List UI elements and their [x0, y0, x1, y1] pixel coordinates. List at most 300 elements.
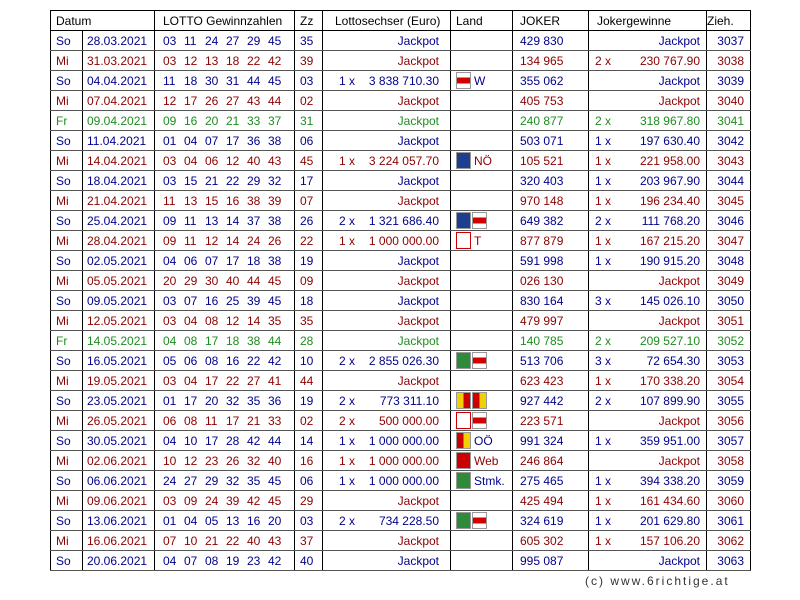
joker-winner-count: 2 x — [595, 214, 612, 228]
lotto-number: 04 — [163, 253, 177, 268]
draw-number: 3057 — [707, 431, 751, 451]
lotto-number: 37 — [247, 213, 261, 228]
lotto-number: 04 — [184, 153, 198, 168]
lotto-number: 20 — [163, 273, 177, 288]
jokergewinne — [589, 71, 707, 91]
weekday: Mi — [51, 91, 83, 111]
land — [451, 171, 513, 191]
lotto-number: 26 — [205, 93, 219, 108]
prize-amount: 1 000 000.00 — [368, 234, 439, 248]
draw-date: 14.04.2021 — [83, 151, 155, 171]
land — [451, 191, 513, 211]
lotto-number: 08 — [184, 333, 198, 348]
jokergewinne — [589, 131, 707, 151]
prize-amount: 2 855 026.30 — [368, 354, 439, 368]
lotto-number: 45 — [268, 473, 282, 488]
weekday: Mi — [51, 191, 83, 211]
lotto-number: 24 — [247, 233, 261, 248]
draw-date: 26.05.2021 — [83, 411, 155, 431]
draw-date: 21.04.2021 — [83, 191, 155, 211]
jokergewinne — [589, 311, 707, 331]
state-flag-icon — [456, 352, 471, 369]
winner-count: 2 x — [339, 354, 356, 368]
lotto-number: 06 — [205, 153, 219, 168]
lotto-number: 38 — [268, 213, 282, 228]
lotto-number: 35 — [247, 393, 261, 408]
joker-number: 324 619 — [513, 511, 589, 531]
lottosechser — [323, 251, 451, 271]
weekday: So — [51, 431, 83, 451]
joker-number: 877 879 — [513, 231, 589, 251]
bonus-number: 02 — [295, 411, 323, 431]
draw-number: 3054 — [707, 371, 751, 391]
lotto-number: 04 — [184, 133, 198, 148]
prize-amount: Jackpot — [397, 34, 439, 48]
lottosechser — [323, 471, 451, 491]
joker-number: 275 465 — [513, 471, 589, 491]
lotto-number: 23 — [205, 453, 219, 468]
lotto-number: 42 — [268, 53, 282, 68]
lotto-number: 24 — [163, 473, 177, 488]
draw-number: 3055 — [707, 391, 751, 411]
lotto-number: 13 — [205, 213, 219, 228]
lotto-number: 44 — [268, 433, 282, 448]
jokergewinne — [589, 91, 707, 111]
joker-number: 649 382 — [513, 211, 589, 231]
joker-number: 927 442 — [513, 391, 589, 411]
bonus-number: 39 — [295, 51, 323, 71]
draw-date: 04.04.2021 — [83, 71, 155, 91]
draw-date: 18.04.2021 — [83, 171, 155, 191]
jokergewinne — [589, 31, 707, 51]
lotto-number: 27 — [247, 373, 261, 388]
lottosechser — [323, 211, 451, 231]
winner-count: 2 x — [339, 394, 356, 408]
state-flag-icon — [472, 512, 487, 529]
jokergewinne — [589, 471, 707, 491]
lotto-number: 26 — [268, 233, 282, 248]
lotto-number: 09 — [184, 493, 198, 508]
land — [451, 291, 513, 311]
lotto-number: 07 — [184, 293, 198, 308]
lotto-number: 43 — [268, 153, 282, 168]
state-flag-icon — [456, 232, 471, 249]
joker-prize-amount: Jackpot — [658, 554, 700, 568]
joker-number: 105 521 — [513, 151, 589, 171]
table-row — [51, 411, 751, 431]
jokergewinne — [589, 551, 707, 571]
draw-date: 09.04.2021 — [83, 111, 155, 131]
header-zieh: Zieh. — [707, 11, 751, 31]
lotto-number: 44 — [268, 93, 282, 108]
lotto-number: 25 — [226, 293, 240, 308]
joker-prize-amount: 230 767.90 — [639, 54, 700, 68]
draw-date: 19.05.2021 — [83, 371, 155, 391]
results-body — [51, 31, 751, 571]
draw-number: 3060 — [707, 491, 751, 511]
prize-amount: Jackpot — [397, 334, 439, 348]
winning-numbers — [155, 351, 295, 371]
winning-numbers — [155, 231, 295, 251]
lotto-number: 01 — [163, 133, 177, 148]
winning-numbers — [155, 51, 295, 71]
table-row — [51, 491, 751, 511]
joker-winner-count: 1 x — [595, 134, 612, 148]
joker-winner-count: 1 x — [595, 534, 612, 548]
lotto-number: 18 — [247, 253, 261, 268]
table-row — [51, 431, 751, 451]
land — [451, 91, 513, 111]
draw-number: 3040 — [707, 91, 751, 111]
lottosechser — [323, 551, 451, 571]
header-jokergewinne: Jokergewinne — [589, 11, 707, 31]
joker-prize-amount: 107 899.90 — [639, 394, 700, 408]
joker-number: 513 706 — [513, 351, 589, 371]
joker-prize-amount: 157 106.20 — [639, 534, 700, 548]
land — [451, 151, 513, 171]
state-flag-icon — [456, 212, 471, 229]
draw-number: 3050 — [707, 291, 751, 311]
land — [451, 211, 513, 231]
table-row — [51, 531, 751, 551]
winner-count: 1 x — [339, 234, 356, 248]
lotto-number: 38 — [268, 133, 282, 148]
winning-numbers — [155, 471, 295, 491]
lotto-number: 03 — [163, 373, 177, 388]
draw-number: 3049 — [707, 271, 751, 291]
bonus-number: 17 — [295, 171, 323, 191]
draw-date: 20.06.2021 — [83, 551, 155, 571]
bonus-number: 16 — [295, 451, 323, 471]
prize-amount: Jackpot — [397, 314, 439, 328]
table-row — [51, 111, 751, 131]
weekday: Fr — [51, 111, 83, 131]
land — [451, 531, 513, 551]
lotto-number: 11 — [184, 213, 197, 228]
lotto-number: 16 — [226, 353, 240, 368]
lotto-number: 35 — [247, 473, 261, 488]
weekday: So — [51, 131, 83, 151]
lotto-number: 03 — [163, 293, 177, 308]
lottosechser — [323, 51, 451, 71]
weekday: So — [51, 71, 83, 91]
table-row — [51, 131, 751, 151]
joker-number: 991 324 — [513, 431, 589, 451]
lottosechser — [323, 31, 451, 51]
lotto-number: 14 — [226, 233, 240, 248]
lotto-number: 10 — [184, 533, 198, 548]
jokergewinne — [589, 391, 707, 411]
jokergewinne — [589, 51, 707, 71]
lotto-number: 23 — [247, 553, 261, 568]
land-name: Web — [474, 453, 499, 468]
joker-winner-count: 3 x — [595, 294, 612, 308]
lotto-number: 03 — [163, 53, 177, 68]
weekday: So — [51, 551, 83, 571]
lottosechser — [323, 271, 451, 291]
lotto-number: 40 — [226, 273, 240, 288]
weekday: Mi — [51, 451, 83, 471]
bonus-number: 06 — [295, 131, 323, 151]
lotto-number: 12 — [184, 453, 198, 468]
lotto-number: 40 — [268, 453, 282, 468]
prize-amount: 3 838 710.30 — [368, 74, 439, 88]
joker-winner-count: 1 x — [595, 514, 612, 528]
prize-amount: 1 000 000.00 — [368, 454, 439, 468]
weekday: So — [51, 351, 83, 371]
lottosechser — [323, 411, 451, 431]
joker-prize-amount: Jackpot — [658, 314, 700, 328]
lottosechser — [323, 311, 451, 331]
lotto-number: 04 — [163, 433, 177, 448]
table-row — [51, 311, 751, 331]
winning-numbers — [155, 511, 295, 531]
winning-numbers — [155, 251, 295, 271]
header-land: Land — [451, 11, 513, 31]
lotto-number: 33 — [268, 413, 282, 428]
lottosechser — [323, 151, 451, 171]
jokergewinne — [589, 491, 707, 511]
lottosechser — [323, 531, 451, 551]
table-row — [51, 31, 751, 51]
draw-date: 25.04.2021 — [83, 211, 155, 231]
joker-winner-count: 2 x — [595, 54, 612, 68]
lotto-number: 03 — [163, 33, 177, 48]
joker-number: 140 785 — [513, 331, 589, 351]
table-row — [51, 471, 751, 491]
joker-number: 405 753 — [513, 91, 589, 111]
lotto-number: 04 — [184, 513, 198, 528]
lotto-number: 22 — [247, 53, 261, 68]
lotto-number: 42 — [268, 353, 282, 368]
lotto-number: 45 — [268, 493, 282, 508]
lottosechser — [323, 431, 451, 451]
winning-numbers — [155, 451, 295, 471]
joker-prize-amount: 161 434.60 — [639, 494, 700, 508]
header-datum: Datum — [51, 11, 155, 31]
lotto-number: 38 — [247, 333, 261, 348]
weekday: Mi — [51, 411, 83, 431]
lotto-number: 18 — [184, 73, 198, 88]
lotto-number: 12 — [184, 53, 198, 68]
lotto-number: 05 — [163, 353, 177, 368]
joker-number: 223 571 — [513, 411, 589, 431]
draw-number: 3058 — [707, 451, 751, 471]
lotto-number: 11 — [184, 233, 197, 248]
bonus-number: 19 — [295, 251, 323, 271]
lottosechser — [323, 391, 451, 411]
lotto-number: 32 — [268, 173, 282, 188]
lotto-number: 31 — [226, 73, 240, 88]
winning-numbers — [155, 151, 295, 171]
joker-number: 429 830 — [513, 31, 589, 51]
joker-number: 995 087 — [513, 551, 589, 571]
lotto-number: 18 — [226, 53, 240, 68]
land — [451, 351, 513, 371]
lotto-number: 17 — [226, 133, 240, 148]
draw-date: 09.05.2021 — [83, 291, 155, 311]
header-joker: JOKER — [513, 11, 589, 31]
table-row — [51, 151, 751, 171]
draw-date: 30.05.2021 — [83, 431, 155, 451]
state-flag-icon — [456, 452, 471, 469]
table-row — [51, 191, 751, 211]
lotto-number: 15 — [184, 173, 198, 188]
lotto-number: 42 — [268, 553, 282, 568]
table-row — [51, 451, 751, 471]
bonus-number: 14 — [295, 431, 323, 451]
draw-number: 3041 — [707, 111, 751, 131]
joker-number: 134 965 — [513, 51, 589, 71]
winner-count: 1 x — [339, 154, 356, 168]
draw-date: 05.05.2021 — [83, 271, 155, 291]
state-flag-icon — [456, 472, 471, 489]
joker-prize-amount: 197 630.40 — [639, 134, 700, 148]
prize-amount: Jackpot — [397, 254, 439, 268]
lottosechser — [323, 231, 451, 251]
land — [451, 551, 513, 571]
prize-amount: Jackpot — [397, 134, 439, 148]
draw-date: 06.06.2021 — [83, 471, 155, 491]
lotto-number: 17 — [226, 413, 240, 428]
lotto-results-table — [50, 10, 751, 571]
table-row — [51, 91, 751, 111]
prize-amount: Jackpot — [397, 494, 439, 508]
land — [451, 51, 513, 71]
bonus-number: 02 — [295, 91, 323, 111]
state-flag-icon — [472, 392, 487, 409]
lottosechser — [323, 171, 451, 191]
lotto-number: 24 — [205, 493, 219, 508]
joker-winner-count: 1 x — [595, 174, 612, 188]
jokergewinne — [589, 531, 707, 551]
land-name: W — [474, 73, 486, 88]
jokergewinne — [589, 151, 707, 171]
lotto-number: 22 — [247, 353, 261, 368]
lotto-number: 21 — [247, 413, 261, 428]
joker-number: 246 864 — [513, 451, 589, 471]
bonus-number: 09 — [295, 271, 323, 291]
lotto-number: 09 — [163, 113, 177, 128]
land — [451, 131, 513, 151]
lotto-number: 27 — [226, 33, 240, 48]
lotto-number: 12 — [205, 233, 219, 248]
land — [451, 411, 513, 431]
lotto-number: 16 — [226, 193, 240, 208]
state-flag-icon — [472, 412, 487, 429]
winner-count: 1 x — [339, 474, 356, 488]
state-flag-icon — [472, 212, 487, 229]
joker-prize-amount: Jackpot — [658, 74, 700, 88]
draw-number: 3043 — [707, 151, 751, 171]
lotto-number: 18 — [226, 333, 240, 348]
lotto-number: 22 — [226, 373, 240, 388]
joker-number: 355 062 — [513, 71, 589, 91]
joker-winner-count: 3 x — [595, 354, 612, 368]
lotto-number: 27 — [226, 93, 240, 108]
winning-numbers — [155, 491, 295, 511]
winning-numbers — [155, 271, 295, 291]
weekday: Mi — [51, 531, 83, 551]
state-flag-icon — [456, 72, 471, 89]
lotto-number: 42 — [247, 493, 261, 508]
lotto-number: 40 — [247, 153, 261, 168]
winning-numbers — [155, 71, 295, 91]
draw-number: 3053 — [707, 351, 751, 371]
lotto-number: 41 — [268, 373, 282, 388]
lotto-number: 39 — [268, 193, 282, 208]
weekday: So — [51, 211, 83, 231]
lotto-number: 17 — [205, 373, 219, 388]
lotto-number: 17 — [205, 333, 219, 348]
lotto-number: 44 — [268, 333, 282, 348]
draw-date: 28.04.2021 — [83, 231, 155, 251]
joker-prize-amount: Jackpot — [658, 454, 700, 468]
weekday: So — [51, 511, 83, 531]
jokergewinne — [589, 251, 707, 271]
lotto-number: 43 — [268, 533, 282, 548]
joker-prize-amount: 72 654.30 — [646, 354, 700, 368]
lotto-number: 20 — [268, 513, 282, 528]
winner-count: 2 x — [339, 414, 356, 428]
prize-amount: Jackpot — [397, 194, 439, 208]
lotto-number: 08 — [205, 553, 219, 568]
joker-prize-amount: Jackpot — [658, 414, 700, 428]
winning-numbers — [155, 291, 295, 311]
land — [451, 511, 513, 531]
bonus-number: 35 — [295, 31, 323, 51]
joker-prize-amount: 221 958.00 — [639, 154, 700, 168]
winning-numbers — [155, 551, 295, 571]
lotto-number: 38 — [247, 193, 261, 208]
lotto-number: 39 — [226, 493, 240, 508]
table-row — [51, 251, 751, 271]
draw-number: 3063 — [707, 551, 751, 571]
joker-prize-amount: 394 338.20 — [639, 474, 700, 488]
lotto-number: 08 — [184, 413, 198, 428]
joker-winner-count: 1 x — [595, 494, 612, 508]
bonus-number: 35 — [295, 311, 323, 331]
joker-number: 026 130 — [513, 271, 589, 291]
lotto-number: 44 — [247, 273, 261, 288]
jokergewinne — [589, 111, 707, 131]
lotto-number: 10 — [184, 433, 198, 448]
prize-amount: Jackpot — [397, 54, 439, 68]
bonus-number: 22 — [295, 231, 323, 251]
lotto-number: 42 — [247, 433, 261, 448]
winning-numbers — [155, 111, 295, 131]
winning-numbers — [155, 191, 295, 211]
draw-date: 11.04.2021 — [83, 131, 155, 151]
lotto-number: 11 — [184, 33, 197, 48]
lotto-number: 06 — [184, 353, 198, 368]
winning-numbers — [155, 331, 295, 351]
lotto-number: 03 — [163, 313, 177, 328]
joker-winner-count: 1 x — [595, 434, 612, 448]
lotto-number: 11 — [205, 413, 218, 428]
prize-amount: Jackpot — [397, 374, 439, 388]
state-flag-icon — [456, 432, 471, 449]
draw-date: 16.06.2021 — [83, 531, 155, 551]
jokergewinne — [589, 231, 707, 251]
lotto-number: 43 — [247, 93, 261, 108]
draw-date: 13.06.2021 — [83, 511, 155, 531]
lotto-number: 15 — [205, 193, 219, 208]
state-flag-icon — [456, 512, 471, 529]
lottosechser — [323, 71, 451, 91]
bonus-number: 03 — [295, 71, 323, 91]
bonus-number: 07 — [295, 191, 323, 211]
